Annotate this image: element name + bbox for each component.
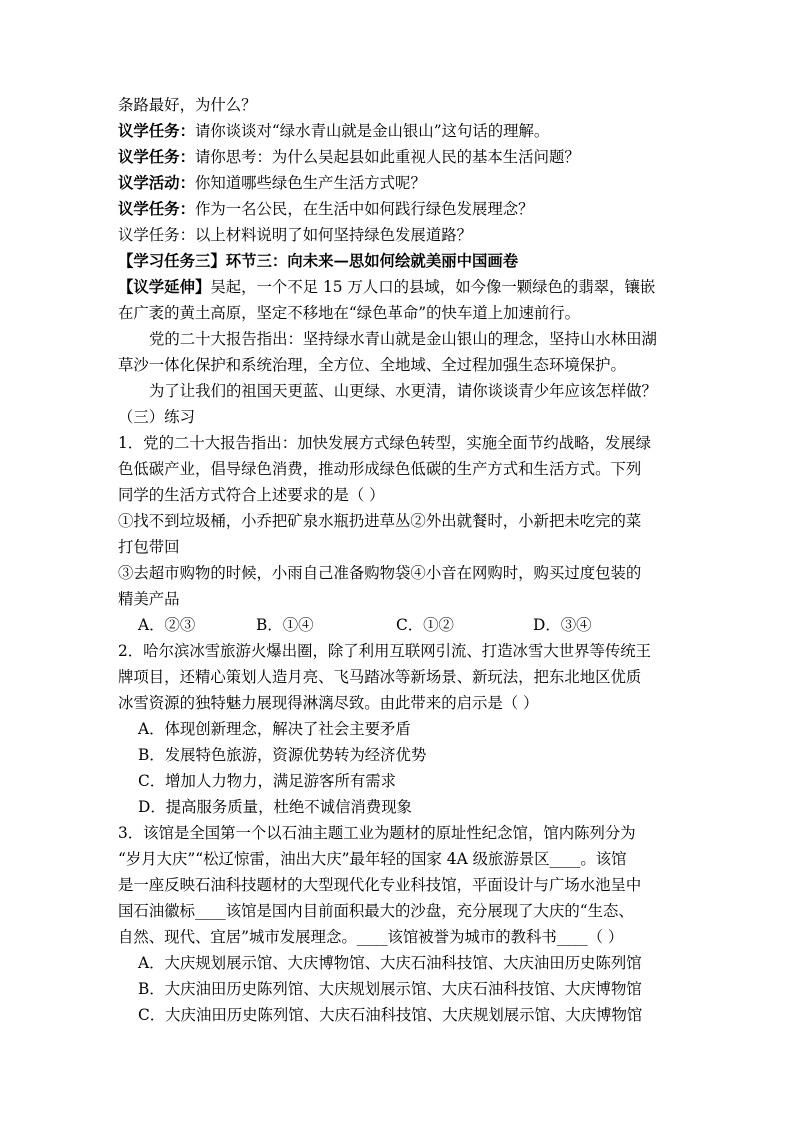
- document-page: [118, 92, 678, 1028]
- extension-line: [118, 274, 678, 300]
- paragraph-line: 为了让我们的祖国天更蓝、山更绿、水更清，请你谈谈青少年应该怎样做？: [149, 382, 657, 400]
- task-line: [118, 118, 678, 144]
- task-label: 议学任务：: [118, 148, 195, 166]
- question-3-line: 是一座反映石油科技题材的大型现代化专业科技馆，平面设计与广场水池呈中: [118, 876, 642, 894]
- option-a: A．体现创新理念，解决了社会主要矛盾: [138, 720, 411, 738]
- section-heading: 【学习任务三】环节三：向未来—思如何绘就美丽中国画卷: [118, 252, 519, 270]
- task-text: 请你谈谈对“绿水青山就是金山银山”这句话的理解。: [194, 122, 550, 140]
- text-line: 在广袤的黄土高原，坚定不移地在“绿色革命”的快车道上加速前行。: [118, 304, 581, 322]
- task-label: 议学任务：: [118, 200, 195, 218]
- question-2-line: 2．哈尔滨冰雪旅游火爆出圈，除了利用互联网引流、打造冰雪大世界等传统王: [118, 642, 652, 660]
- option-a: A．大庆规划展示馆、大庆博物馆、大庆石油科技馆、大庆油田历史陈列馆: [138, 954, 642, 972]
- option-a: A．②③: [138, 616, 196, 634]
- question-2-line: 冰雪资源的独特魅力展现得淋漓尽致。由此带来的启示是（ ）: [118, 694, 539, 712]
- question-1-line: 1．党的二十大报告指出：加快发展方式绿色转型，实施全面节约战略，发展绿: [118, 434, 652, 452]
- question-1-options: [118, 612, 678, 638]
- question-1-line: 打包带回: [118, 538, 180, 556]
- option-d: D．③④: [533, 616, 592, 634]
- activity-line: [118, 170, 678, 196]
- extension-text: 吴起，一个不足 15 万人口的县域，如今像一颗绿色的翡翠，镶嵌: [210, 278, 656, 296]
- task-text: 请你思考：为什么吴起县如此重视人民的基本生活问题？: [194, 148, 580, 166]
- question-1-line: ①找不到垃圾桶，小乔把矿泉水瓶扔进草丛②外出就餐时，小新把未吃完的菜: [118, 512, 642, 530]
- question-3-line: “岁月大庆”“松辽惊雷，油出大庆”最年轻的国家 4A 级旅游景区____。该馆: [118, 850, 627, 868]
- option-b: B．大庆油田历史陈列馆、大庆规划展示馆、大庆石油科技馆、大庆博物馆: [138, 980, 642, 998]
- extension-label: 【议学延伸】: [118, 278, 211, 296]
- paragraph-line: 党的二十大报告指出：坚持绿水青山就是金山银山的理念，坚持山水林田湖: [149, 330, 657, 348]
- activity-text: 你知道哪些绿色生产生活方式呢？: [194, 174, 426, 192]
- question-1-line: 精美产品: [118, 590, 180, 608]
- practice-heading: （三）练习: [118, 408, 195, 426]
- option-c: C．增加人力物力，满足游客所有需求: [138, 772, 397, 790]
- text-line: 草沙一体化保护和系统治理，全方位、全地域、全过程加强生态环境保护。: [118, 356, 626, 374]
- question-1-line: 色低碳产业，倡导绿色消费，推动形成绿色低碳的生产方式和生活方式。下列: [118, 460, 642, 478]
- question-2-line: 牌项目，还精心策划人造月亮、飞马踏冰等新场景、新玩法，把东北地区优质: [118, 668, 642, 686]
- text-line: 条路最好，为什么？: [118, 96, 257, 114]
- option-b: B．①④: [256, 616, 314, 634]
- task-line: [118, 196, 678, 222]
- task-text: 作为一名公民，在生活中如何践行绿色发展理念？: [194, 200, 534, 218]
- option-b: B．发展特色旅游，资源优势转为经济优势: [138, 746, 427, 764]
- question-1-line: 同学的生活方式符合上述要求的是（ ）: [118, 486, 385, 504]
- question-3-line: 国石油徽标____该馆是国内目前面积最大的沙盘，充分展现了大庆的“生态、: [118, 902, 634, 920]
- option-d: D．提高服务质量，杜绝不诚信消费现象: [138, 798, 412, 816]
- question-1-line: ③去超市购物的时候，小雨自己准备购物袋④小音在网购时，购买过度包装的: [118, 564, 642, 582]
- option-c: C．①②: [396, 616, 454, 634]
- task-label: 议学任务：: [118, 122, 195, 140]
- question-3-line: 自然、现代、宜居”城市发展理念。____该馆被誉为城市的教科书____（ ）: [118, 928, 624, 946]
- task-line-plain: 议学任务：以上材料说明了如何坚持绿色发展道路？: [118, 226, 472, 244]
- question-3-line: 3．该馆是全国第一个以石油主题工业为题材的原址性纪念馆，馆内陈列分为: [118, 824, 636, 842]
- task-line: [118, 144, 678, 170]
- activity-label: 议学活动：: [118, 174, 195, 192]
- option-c: C．大庆油田历史陈列馆、大庆石油科技馆、大庆规划展示馆、大庆博物馆: [138, 1006, 643, 1024]
